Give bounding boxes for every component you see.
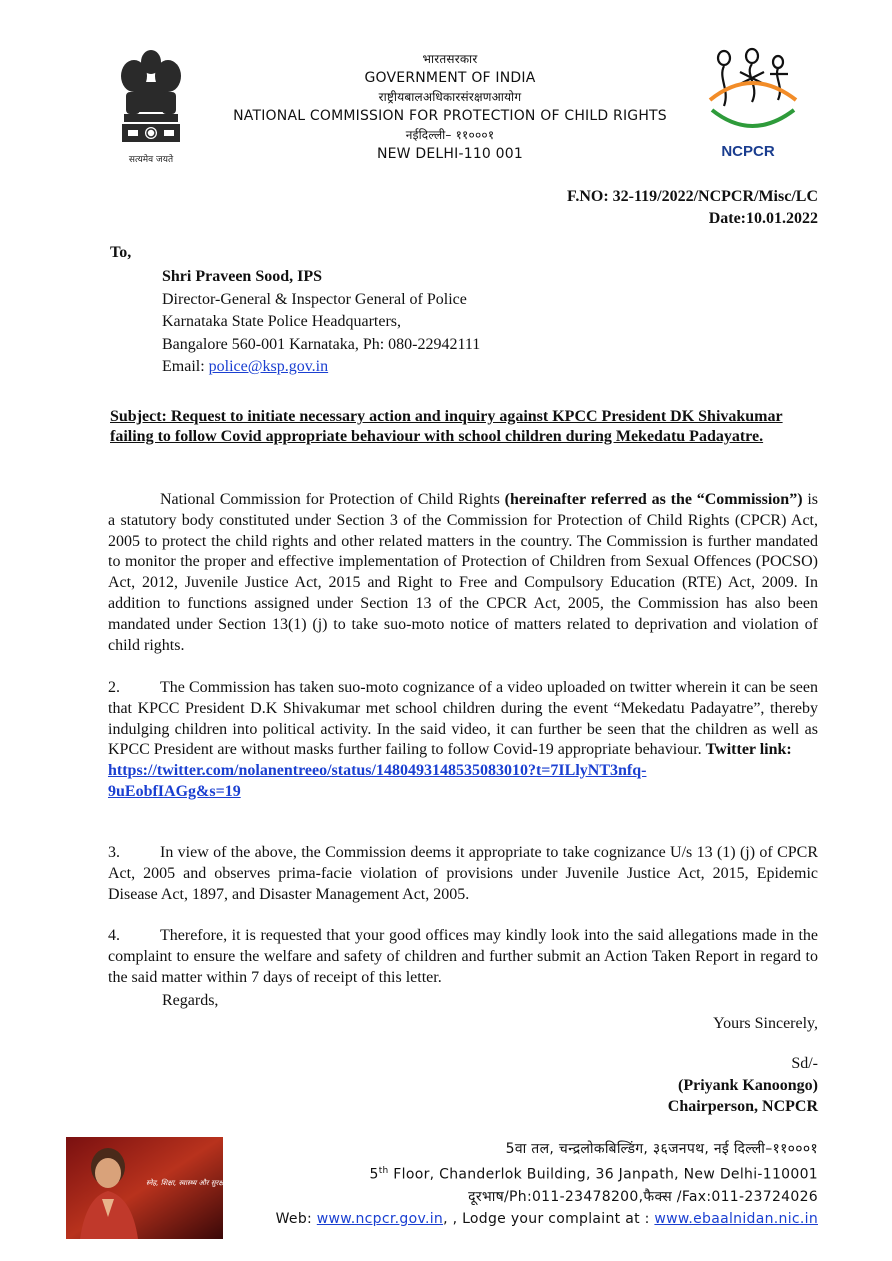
addressee-designation: Director-General & Inspector General of Police: [162, 290, 467, 308]
p2-number: 2.: [108, 679, 120, 696]
twitter-label: Twitter link:: [705, 741, 792, 759]
commission-name: NATIONAL COMMISSION FOR PROTECTION OF CHILD RIGHTS: [233, 108, 667, 124]
email-label: Email:: [162, 358, 209, 375]
state-emblem: [112, 42, 190, 168]
ebaalnidan-link[interactable]: www.ebaalnidan.nic.in: [654, 1210, 818, 1227]
emblem-motto: सत्यमेव जयते: [128, 155, 174, 165]
addressee-name: Shri Praveen Sood, IPS: [162, 268, 323, 285]
addressee-email-line: [162, 356, 480, 379]
p1-bold: (hereinafter referred as the “Commission”): [504, 491, 803, 508]
twitter-link-line-2[interactable]: 9uEobfIAGg&s=19: [108, 782, 241, 800]
ncpcr-logo-text: NCPCR: [721, 143, 775, 160]
regards: Regards,: [162, 992, 219, 1009]
reference-block: [567, 186, 818, 230]
email-link[interactable]: police@ksp.gov.in: [208, 358, 329, 375]
signature-block: [668, 1053, 818, 1118]
paragraph-4: [108, 926, 818, 988]
ncpcr-website-link[interactable]: www.ncpcr.gov.in: [316, 1210, 444, 1227]
twitter-link-line-1[interactable]: https://twitter.com/nolanentreeo/status/1480493148535083010?t=7ILlyNT3nfq-: [108, 762, 647, 780]
hindi-city: नईदिल्ली– ११०००१: [405, 128, 495, 142]
hindi-govt: भारतसरकार: [422, 52, 478, 66]
city: NEW DELHI-110 001: [376, 146, 524, 162]
footer-address: [276, 1138, 818, 1230]
addressee-office: Karnataka State Police Headquarters,: [162, 313, 402, 330]
addressee-block: [162, 266, 480, 379]
addressee-address: Bangalore 560-001 Karnataka, Ph: 080-22942111: [162, 335, 481, 353]
p4-number: 4.: [108, 927, 120, 944]
footer-campaign-image: [66, 1137, 280, 1239]
letterhead-title: [200, 50, 700, 164]
subject-line: Subject: Request to initiate necessary action and inquiry against KPCC President DK Shivakumar failing to follow Covid appropriate behaviour with school children during Mekedatu Padayatre.: [110, 408, 783, 445]
p4-text: Therefore, it is requested that your good offices may kindly look into the said allegations made in the complaint to ensure the welfare and safety of children and further submit an Action Taken Report in regard to the said matter within 7 days of receipt of this letter.: [108, 927, 818, 986]
signatory-title: Chairperson, NCPCR: [667, 1098, 818, 1115]
p1-text-b: is a statutory body constituted under Section 3 of the Commission for Protection of Child Rights (CPCR) Act, 2005 to protect the child rights and other related matters in the country. The Commission is further mandated to monitor the proper and effective implementation of Protection of Children from Sexual Offences (POCSO) Act, 2012, Juvenile Justice Act, 2015 and Right to Free and Compulsory Education (RTE) Act, 2009. In addition to functions assigned under Section 13 of the CPCR Act, 2005, the Commission has also been mandated under Section 13(1) (j) to take suo-moto notice of matters related to deprivation and violation of child rights.: [108, 491, 818, 654]
p1-text-a: National Commission for Protection of Child Rights: [160, 491, 505, 508]
paragraph-1: [108, 490, 818, 656]
letter-date: Date:10.01.2022: [708, 210, 818, 227]
paragraph-2: [108, 678, 818, 803]
file-number: F.NO: 32-119/2022/NCPCR/Misc/LC: [567, 188, 818, 205]
p3-text: In view of the above, the Commission deems it appropriate to take cognizance U/s 13 (1) (j) of CPCR Act, 2005 and observes prima-facie violation of provisions under Juvenile Justice Act, 2015, Epidemic Disease Act, 1897, and Disaster Management Act, 2005.: [108, 844, 818, 903]
govt-name: GOVERNMENT OF INDIA: [364, 70, 536, 86]
yours-sincerely: Yours Sincerely,: [713, 1015, 818, 1032]
p2-text: The Commission has taken suo-moto cognizance of a video uploaded on twitter wherein it can be seen that KPCC President D.K Shivakumar met school children during the event “Mekedatu Padayatre”, thereby indulging children into political activity. In the said video, it can further be seen that the children as well as KPCC President are without masks further failing to follow Covid-19 appropriate behaviour.: [108, 679, 818, 759]
footer-hindi-address: 5वा तल, चन्द्रलोकबिल्डिंग, ३६जनपथ, नई दिल्ली–११०००१: [505, 1141, 818, 1157]
hindi-commission: राष्ट्रीयबालअधिकारसंरक्षणआयोग: [378, 90, 522, 104]
footer-web-line: Web: www.ncpcr.gov.in, , Lodge your complaint at : www.ebaalnidan.nic.in: [275, 1210, 818, 1227]
paragraph-3: [108, 843, 818, 905]
footer-phone: दूरभाष/Ph:011-23478200,फैक्स /Fax:011-23724026: [468, 1188, 818, 1205]
ncpcr-logo: [704, 44, 800, 164]
to-label: To,: [110, 244, 132, 261]
footer-english-address: 5th Floor, Chanderlok Building, 36 Janpath, New Delhi-110001: [369, 1166, 818, 1183]
signed-mark: Sd/-: [791, 1055, 818, 1072]
signatory-name: (Priyank Kanoongo): [677, 1076, 818, 1094]
footer-image-caption: स्नेह, शिक्षा, स्वास्थ्य और सुरक्षा करो बालपन की रक्षा: [146, 1179, 280, 1187]
p3-number: 3.: [108, 844, 120, 861]
